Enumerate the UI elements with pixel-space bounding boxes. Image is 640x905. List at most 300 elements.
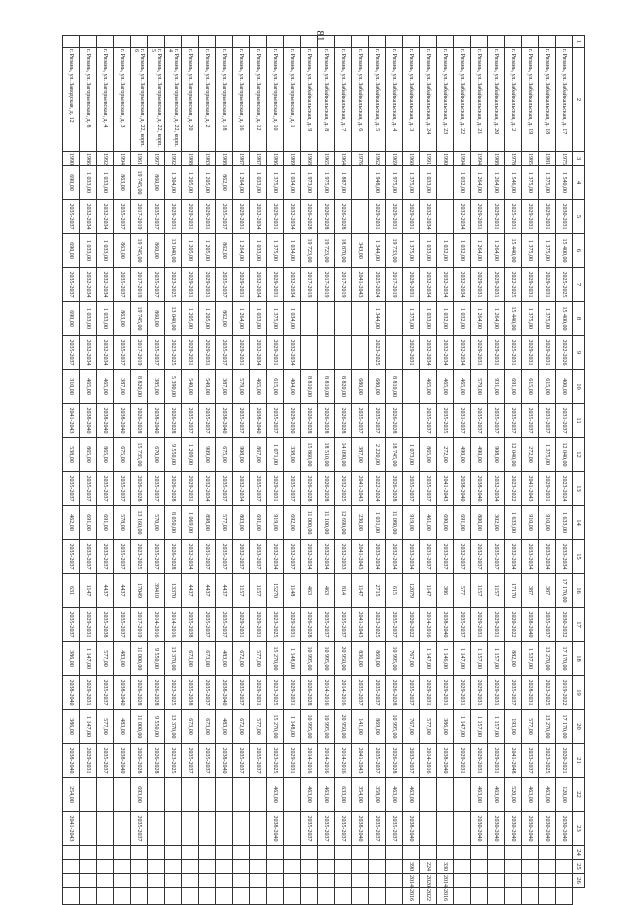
- value-cell: 1 157,00: [471, 710, 488, 744]
- value-cell: 577: [454, 574, 471, 608]
- value-cell: 1 033,00: [250, 234, 267, 268]
- register-table: [62, 35, 585, 905]
- value-cell: 2035-2037: [352, 404, 369, 438]
- value-cell: 2032-2034: [454, 268, 471, 302]
- value-cell: 863,00: [114, 302, 131, 336]
- value-cell: 2026-2028: [301, 676, 318, 710]
- value-cell: 1 147,00: [454, 642, 471, 676]
- value-cell: 2033-2034: [369, 540, 386, 574]
- value-cell: [165, 812, 182, 846]
- header-cell: 17: [573, 608, 585, 642]
- value-cell: [539, 874, 556, 888]
- address-cell: г. Рязань, ул. Загорьевская, д. 22, корп. 5: [148, 48, 165, 152]
- value-cell: 2033-2037: [437, 540, 454, 574]
- header-cell: 10: [573, 370, 585, 404]
- value-cell: [522, 888, 539, 905]
- table-row: [250, 36, 267, 905]
- value-cell: 5 390,00: [165, 370, 182, 404]
- value-cell: 2035-2037: [233, 404, 250, 438]
- value-cell: 908,00: [233, 438, 250, 472]
- year-cell: 1988: [182, 152, 199, 166]
- value-cell: 1 975,00: [386, 166, 403, 200]
- value-cell: [352, 200, 369, 234]
- value-cell: [437, 778, 454, 812]
- value-cell: 2029-2031: [471, 676, 488, 710]
- row-number-cell: [284, 36, 301, 48]
- row-number-cell: [335, 36, 352, 48]
- value-cell: 690,00: [63, 166, 80, 200]
- value-cell: 577,00: [250, 710, 267, 744]
- value-cell: [488, 874, 505, 888]
- value-cell: 1157: [250, 574, 267, 608]
- value-cell: 2032-2034: [267, 540, 284, 574]
- address-cell: г. Рязань, ул. Забайкальская, д. 3: [403, 48, 420, 152]
- value-cell: 1 205,00: [199, 234, 216, 268]
- value-cell: 860,00: [148, 302, 165, 336]
- value-cell: 387,00: [114, 370, 131, 404]
- value-cell: 2031-2037: [420, 540, 437, 574]
- value-cell: 1 033,00: [420, 166, 437, 200]
- value-cell: 400,00: [556, 370, 573, 404]
- value-cell: 1 147,00: [420, 642, 437, 676]
- value-cell: 2041-2043: [352, 744, 369, 778]
- value-cell: 2029-2031: [539, 200, 556, 234]
- row-number-cell: [369, 36, 386, 48]
- table-row: [284, 36, 301, 905]
- value-cell: 1 031,00: [369, 506, 386, 540]
- value-cell: 387: [522, 574, 539, 608]
- value-cell: [131, 860, 148, 874]
- value-cell: 465,00: [437, 370, 454, 404]
- value-cell: [420, 812, 437, 846]
- address-cell: г. Рязань, ул. Загорьевская, д. 12: [250, 48, 267, 152]
- header-cell: 22: [573, 778, 585, 812]
- value-cell: 2032-2037: [233, 540, 250, 574]
- address-cell: г. Рязань, ул. Загорьевская, д. 16: [233, 48, 250, 152]
- value-cell: [148, 812, 165, 846]
- value-cell: [454, 846, 471, 860]
- value-cell: [250, 812, 267, 846]
- value-cell: 2025-2024: [369, 268, 386, 302]
- value-cell: 1 264,00: [471, 166, 488, 200]
- value-cell: 2035-2037: [352, 676, 369, 710]
- value-cell: 2035-2037: [199, 404, 216, 438]
- value-cell: 2023-2024: [556, 472, 573, 506]
- value-cell: 2020-2022: [403, 608, 420, 642]
- value-cell: [131, 874, 148, 888]
- value-cell: 272,00: [437, 438, 454, 472]
- value-cell: 1 071,00: [267, 438, 284, 472]
- value-cell: 869,00: [369, 710, 386, 744]
- value-cell: 2029-2031: [233, 200, 250, 234]
- value-cell: [165, 888, 182, 905]
- year-cell: 1994: [454, 152, 471, 166]
- value-cell: 2026-2028: [301, 404, 318, 438]
- value-cell: [556, 860, 573, 874]
- row-number-cell: [437, 36, 454, 48]
- year-cell: 1988: [488, 152, 505, 166]
- address-cell: г. Рязань, ул. Забайкальская, д. 2: [505, 48, 522, 152]
- value-cell: 2030-2040: [556, 812, 573, 846]
- value-cell: 910,00: [522, 506, 539, 540]
- row-number-cell: [454, 36, 471, 48]
- value-cell: 390: [403, 860, 420, 874]
- header-cell: 4: [573, 166, 585, 200]
- row-number-cell: [199, 36, 216, 48]
- value-cell: 1 537,00: [522, 642, 539, 676]
- value-cell: 1157: [233, 574, 250, 608]
- value-cell: 39410: [148, 574, 165, 608]
- value-cell: 1 073,00: [403, 438, 420, 472]
- value-cell: [556, 888, 573, 905]
- value-cell: 2017-2019: [318, 268, 335, 302]
- value-cell: [386, 846, 403, 860]
- value-cell: 865,00: [420, 438, 437, 472]
- year-cell: 1990: [437, 152, 454, 166]
- row-number-cell: [488, 36, 505, 48]
- value-cell: 17 170,00: [556, 710, 573, 744]
- row-number-cell: [403, 36, 420, 48]
- value-cell: 15 400,00: [556, 302, 573, 336]
- value-cell: 2041-2043: [352, 472, 369, 506]
- value-cell: 10 995,00: [301, 642, 318, 676]
- value-cell: 2038-2040: [437, 744, 454, 778]
- value-cell: 2033-2037: [403, 744, 420, 778]
- value-cell: 4437: [216, 574, 233, 608]
- value-cell: 680,00: [352, 370, 369, 404]
- value-cell: [335, 860, 352, 874]
- value-cell: 2035-2037: [233, 676, 250, 710]
- header-cell: 1: [573, 36, 585, 48]
- value-cell: 577,00: [97, 710, 114, 744]
- row-number-cell: [318, 36, 335, 48]
- value-cell: 2029-2031: [267, 472, 284, 506]
- value-cell: [488, 846, 505, 860]
- value-cell: 2025-2025: [556, 268, 573, 302]
- value-cell: [216, 778, 233, 812]
- address-cell: г. Рязань, ул. Забайкальская, д. 20: [488, 48, 505, 152]
- value-cell: 2029-2031: [488, 200, 505, 234]
- value-cell: 863,00: [114, 166, 131, 200]
- value-cell: 1148: [284, 574, 301, 608]
- year-cell: 1978: [505, 152, 522, 166]
- address-cell: г. Рязань, ул. Забайкальская, д. 9: [301, 48, 318, 152]
- header-cell: 20: [573, 710, 585, 744]
- value-cell: [471, 860, 488, 874]
- register-table-container: [25, 35, 585, 905]
- value-cell: 2026-2028: [165, 540, 182, 574]
- value-cell: [216, 846, 233, 860]
- value-cell: [148, 846, 165, 860]
- value-cell: 2038-2040: [63, 676, 80, 710]
- year-cell: 1991: [420, 152, 437, 166]
- value-cell: 463,00: [386, 778, 403, 812]
- value-cell: 2023-2025: [267, 676, 284, 710]
- value-cell: 2035-2037: [216, 200, 233, 234]
- value-cell: 2029-2031: [522, 336, 539, 370]
- header-cell: 16: [573, 574, 585, 608]
- value-cell: 2035-2037: [63, 200, 80, 234]
- value-cell: 2014-2016: [318, 744, 335, 778]
- value-cell: 2035-2037: [114, 268, 131, 302]
- value-cell: 1 205,00: [182, 234, 199, 268]
- value-cell: [522, 874, 539, 888]
- value-cell: 1 375,00: [403, 234, 420, 268]
- value-cell: 2032-2033: [335, 540, 352, 574]
- table-row: [165, 36, 182, 905]
- value-cell: [556, 846, 573, 860]
- value-cell: [148, 888, 165, 905]
- value-cell: [267, 860, 284, 874]
- value-cell: 673,00: [182, 642, 199, 676]
- value-cell: [97, 812, 114, 846]
- value-cell: 15 440,00: [505, 302, 522, 336]
- value-cell: [199, 888, 216, 905]
- value-cell: 19 745,00: [131, 166, 148, 200]
- header-cell: 7: [573, 268, 585, 302]
- value-cell: 2029-2031: [182, 472, 199, 506]
- header-cell: 25: [573, 860, 585, 874]
- value-cell: 1 147,00: [80, 710, 97, 744]
- value-cell: 680,00: [369, 370, 386, 404]
- value-cell: [318, 888, 335, 905]
- value-cell: [284, 888, 301, 905]
- value-cell: 11 000,00: [301, 506, 318, 540]
- value-cell: 2029-2031: [250, 676, 267, 710]
- value-cell: 1 147,00: [80, 642, 97, 676]
- value-cell: 2032-2034: [284, 268, 301, 302]
- value-cell: 2035-2037: [199, 676, 216, 710]
- value-cell: 1 032,00: [454, 234, 471, 268]
- row-number-cell: [522, 36, 539, 48]
- value-cell: 2 220,00: [369, 438, 386, 472]
- value-cell: 302,00: [488, 506, 505, 540]
- value-cell: 2026-2028: [301, 472, 318, 506]
- value-cell: 2029-2031: [454, 744, 471, 778]
- value-cell: [471, 846, 488, 860]
- value-cell: 2023-2025: [539, 676, 556, 710]
- value-cell: 2032-2034: [284, 336, 301, 370]
- value-cell: [539, 846, 556, 860]
- table-row: [437, 36, 454, 905]
- value-cell: 2028-2031: [522, 676, 539, 710]
- value-cell: 2032-2034: [454, 200, 471, 234]
- value-cell: [437, 166, 454, 200]
- value-cell: 1 205,00: [199, 302, 216, 336]
- value-cell: 2035-2037: [114, 472, 131, 506]
- value-cell: 465,00: [97, 370, 114, 404]
- value-cell: [97, 846, 114, 860]
- value-cell: [233, 874, 250, 888]
- value-cell: [318, 846, 335, 860]
- value-cell: 463: [318, 574, 335, 608]
- value-cell: 1 034,00: [284, 302, 301, 336]
- value-cell: 1 264,00: [488, 234, 505, 268]
- year-cell: 1987: [233, 152, 250, 166]
- address-cell: г. Рязань, ул. Забайкальская, д. 24: [420, 48, 437, 152]
- value-cell: 2031-2037: [199, 540, 216, 574]
- value-cell: [80, 778, 97, 812]
- value-cell: 2029-2031: [403, 336, 420, 370]
- value-cell: [539, 888, 556, 905]
- value-cell: [352, 336, 369, 370]
- value-cell: 2035-2037: [63, 540, 80, 574]
- value-cell: 615,00: [522, 370, 539, 404]
- value-cell: 15 860,00: [301, 438, 318, 472]
- value-cell: [199, 812, 216, 846]
- value-cell: 2038-2040: [114, 744, 131, 778]
- value-cell: 8 810,00: [301, 370, 318, 404]
- value-cell: 2029-2031: [437, 676, 454, 710]
- row-number-cell: [216, 36, 233, 48]
- value-cell: 578,00: [114, 506, 131, 540]
- value-cell: [233, 888, 250, 905]
- value-cell: 2035-2038: [182, 608, 199, 642]
- address-cell: г. Рязань, ул. Забайкальская, д. 18: [539, 48, 556, 152]
- header-cell: 8: [573, 302, 585, 336]
- value-cell: 2014-2016: [420, 608, 437, 642]
- value-cell: 2035-2037: [233, 744, 250, 778]
- value-cell: 2026-2028: [318, 200, 335, 234]
- header-cell: 15: [573, 540, 585, 574]
- row-number-cell: [471, 36, 488, 48]
- value-cell: 2035-2037: [216, 336, 233, 370]
- value-cell: 1 033,00: [80, 166, 97, 200]
- value-cell: 387,00: [216, 370, 233, 404]
- table-row: [454, 36, 471, 905]
- value-cell: 2041-2043: [352, 540, 369, 574]
- value-cell: [335, 846, 352, 860]
- value-cell: 2029-2031: [420, 676, 437, 710]
- value-cell: 2029-2031: [488, 336, 505, 370]
- value-cell: 2030-2040: [539, 812, 556, 846]
- value-cell: 2030-2031: [556, 200, 573, 234]
- value-cell: [165, 874, 182, 888]
- value-cell: 15 400,00: [556, 234, 573, 268]
- value-cell: 2038-2040: [80, 404, 97, 438]
- value-cell: 675,00: [216, 438, 233, 472]
- value-cell: 2035-2037: [386, 812, 403, 846]
- value-cell: 2035-2037: [114, 540, 131, 574]
- row-number-cell: [165, 36, 182, 48]
- value-cell: [114, 874, 131, 888]
- value-cell: 691,00: [97, 506, 114, 540]
- value-cell: 358,00: [369, 778, 386, 812]
- value-cell: [216, 888, 233, 905]
- value-cell: 2029-2031: [80, 608, 97, 642]
- value-cell: [301, 846, 318, 860]
- value-cell: 461,00: [420, 506, 437, 540]
- value-cell: 2029-2031: [267, 268, 284, 302]
- value-cell: [63, 874, 80, 888]
- table-row: [233, 36, 250, 905]
- value-cell: 2041-2043: [352, 268, 369, 302]
- value-cell: 2035-2037: [488, 540, 505, 574]
- value-cell: 2032-2034: [250, 336, 267, 370]
- value-cell: [403, 370, 420, 404]
- value-cell: 2029-2031: [471, 268, 488, 302]
- value-cell: 1 973,00: [301, 166, 318, 200]
- value-cell: 463,00: [488, 778, 505, 812]
- year-cell: 1964: [335, 152, 352, 166]
- address-cell: г. Рязань, ул. Загорьевская, д. 2: [199, 48, 216, 152]
- value-cell: [97, 874, 114, 888]
- value-cell: 2026-2028: [386, 472, 403, 506]
- value-cell: 17170: [505, 574, 522, 608]
- value-cell: 2038-2040: [114, 404, 131, 438]
- value-cell: 2029-2031: [386, 200, 403, 234]
- value-cell: 1 264,00: [471, 302, 488, 336]
- value-cell: 11 080,00: [386, 506, 403, 540]
- value-cell: [182, 860, 199, 874]
- value-cell: [148, 860, 165, 874]
- value-cell: 1 375,00: [267, 166, 284, 200]
- year-cell: 1985: [522, 152, 539, 166]
- value-cell: 577,00: [216, 506, 233, 540]
- value-cell: 2022-2026: [556, 336, 573, 370]
- value-cell: 2035-2037: [369, 744, 386, 778]
- value-cell: [505, 888, 522, 905]
- value-cell: 1 148,00: [284, 710, 301, 744]
- value-cell: 579,00: [233, 370, 250, 404]
- value-cell: [471, 874, 488, 888]
- value-cell: 2029-2031: [233, 608, 250, 642]
- row-number-cell: [352, 36, 369, 48]
- value-cell: 2025-2031: [505, 336, 522, 370]
- table-row: [335, 36, 352, 905]
- value-cell: 2035-2037: [539, 608, 556, 642]
- value-cell: 2035-2037: [63, 268, 80, 302]
- value-cell: 1 264,00: [233, 166, 250, 200]
- value-cell: 463,00: [301, 778, 318, 812]
- value-cell: 2030-2032: [556, 608, 573, 642]
- table-row: [556, 36, 573, 905]
- value-cell: 2032-2034: [233, 472, 250, 506]
- value-cell: [148, 874, 165, 888]
- value-cell: 2035-2037: [114, 200, 131, 234]
- value-cell: 1 033,00: [80, 234, 97, 268]
- value-cell: 2032-2034: [505, 540, 522, 574]
- value-cell: 8 820,00: [335, 370, 352, 404]
- value-cell: [80, 812, 97, 846]
- header-cell: 5: [573, 200, 585, 234]
- value-cell: 2019-2022: [556, 676, 573, 710]
- value-cell: 10 995,00: [386, 642, 403, 676]
- address-cell: г. Рязань, ул. Забайкальская, д. 21: [471, 48, 488, 152]
- value-cell: [335, 874, 352, 888]
- value-cell: 2033-2034: [556, 540, 573, 574]
- year-cell: 1981: [539, 152, 556, 166]
- value-cell: 1147: [352, 574, 369, 608]
- header-cell: 13: [573, 472, 585, 506]
- value-cell: 2029-2031: [488, 676, 505, 710]
- value-cell: [454, 860, 471, 874]
- value-cell: 2029-2031: [488, 744, 505, 778]
- value-cell: 2032-2034: [420, 336, 437, 370]
- value-cell: [437, 812, 454, 846]
- value-cell: 12 040,00: [505, 438, 522, 472]
- value-cell: 1 375,00: [403, 166, 420, 200]
- value-cell: [267, 888, 284, 905]
- value-cell: 1 375,00: [267, 302, 284, 336]
- value-cell: 343,00: [352, 234, 369, 268]
- value-cell: 1 948,00: [369, 166, 386, 200]
- value-cell: [131, 846, 148, 860]
- value-cell: 12079: [403, 574, 420, 608]
- value-cell: 867,00: [250, 438, 267, 472]
- value-cell: 1 264,00: [488, 302, 505, 336]
- table-row: [488, 36, 505, 905]
